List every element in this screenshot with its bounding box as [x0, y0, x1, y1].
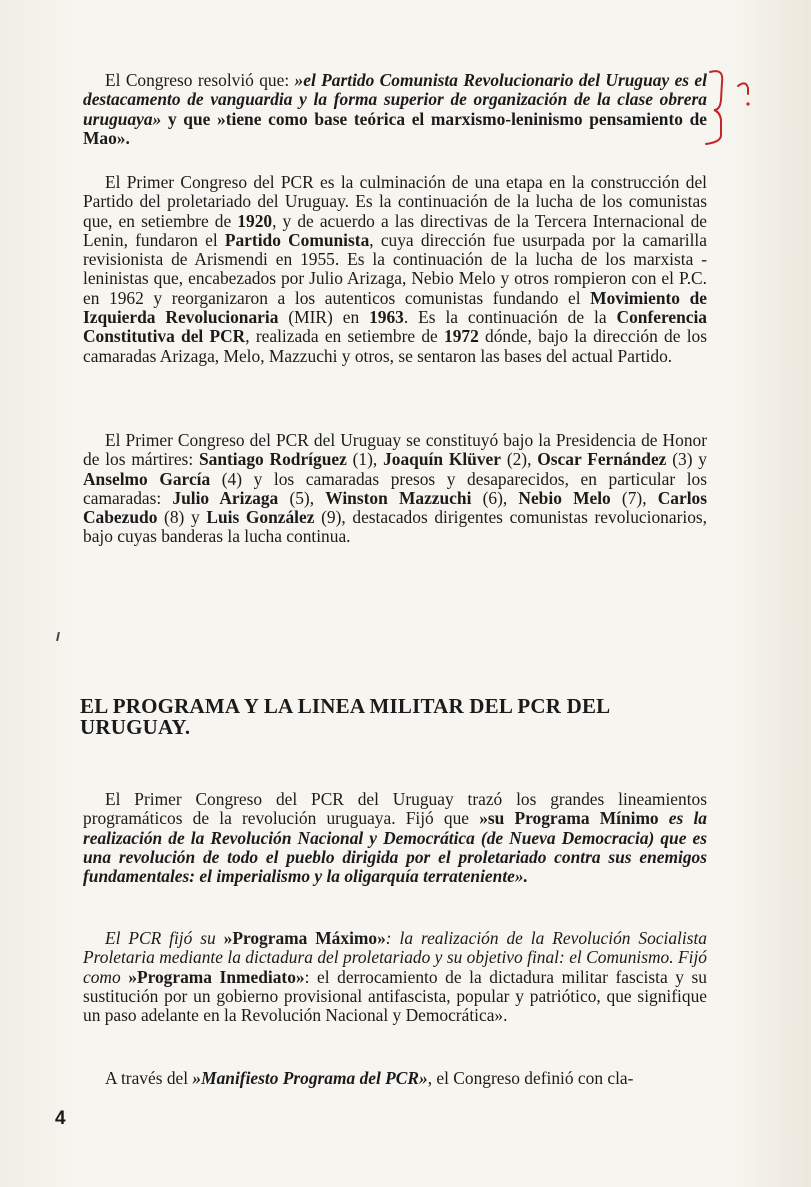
bold-span: Santiago Rodríguez: [198, 449, 347, 470]
text-span: (7),: [610, 487, 658, 508]
bold-span: y que »tiene como base teórica el marxismo-leninismo pensamiento de Mao».: [83, 108, 707, 148]
text-span: , el Congreso definió con cla-: [427, 1068, 634, 1088]
bold-span: Joaquín Klüver: [383, 449, 501, 470]
text-span: El Primer Congreso del PCR del Uruguay se constituyó bajo la Presidencia de Honor de los mártires:: [83, 430, 707, 470]
text-span: dónde, bajo la dirección de los camaradas Arizaga, Melo, Mazzuchi y otros, se sentaron las bases del actual Partido.: [83, 326, 707, 366]
bold-span: Conferencia Constitutiva del PCR: [83, 307, 707, 347]
quote-span: »Manifiesto Programa del PCR»: [192, 1068, 428, 1088]
bold-span: »Programa Inmediato»: [128, 966, 305, 987]
bold-span: Luis González: [206, 507, 315, 528]
bold-span: Movimiento de Izquierda Revolucionaria: [83, 287, 707, 328]
bold-span: Nebio Melo: [518, 487, 611, 508]
quote-span: »el Partido Comunista Revolucionario del Uruguay es el destacamento de vanguardia y la forma superior de organización de la clase obrera uruguaya»: [83, 70, 707, 129]
bold-span: Oscar Fernández: [537, 449, 667, 470]
text-span: (8) y: [157, 507, 207, 528]
paragraph-congress-resolution: [83, 71, 707, 148]
text-span: , cuya dirección fue usurpada por la camarilla revisionista de Arismendi en 1955. Es la continuación de la lucha de los marxista - leninistas que, encabezados por Julio Arizaga, Nebio Melo y otros rompieron con el P.C. en 1962 y reorganizaron a los autenticos comunistas fundando el: [83, 229, 707, 308]
paragraph-program-maximum: [83, 929, 707, 1025]
text-span: (2),: [501, 449, 538, 470]
quote-span: es la realización de la Revolución Nacional y Democrática (de Nueva Democracia) que es una revolución de todo el pueblo dirigida por el proletariado contra sus enemigos fundamentales: el imperialismo y la oligarquía terrateniente».: [83, 808, 707, 887]
text-span: , realizada en setiembre de: [245, 326, 444, 347]
text-span: (1),: [346, 449, 384, 470]
bold-span: »su Programa Mínimo: [479, 808, 659, 829]
text-span: El Congreso resolvió que:: [105, 70, 295, 90]
text-span: El Primer Congreso del PCR es la culminación de una etapa en la construcción del Partido del proletariado del Uruguay. Es la continuación de la lucha de los comunistas que, en setiembre de: [83, 172, 707, 231]
paragraph-honorary-presidency: [83, 431, 707, 547]
italic-span: : la realización de la Revolución Socialista Proletaria mediante la dictadura del proletariado y su objetivo final: el Comunismo. Fijó como: [83, 928, 707, 987]
bold-span: Julio Arizaga: [172, 487, 279, 508]
text-span: . Es la continuación de la: [403, 307, 617, 328]
text-span: (MIR) en: [278, 307, 370, 328]
text-span: (5),: [278, 487, 326, 508]
red-bracket-annotation-icon: [700, 60, 760, 150]
paragraph-party-history: [83, 173, 707, 366]
bold-span: 1963: [369, 307, 404, 328]
text-span: El Primer Congreso del PCR del Uruguay trazó los grandes lineamientos programáticos de la revolución uruguaya. Fijó que: [83, 789, 707, 829]
text-span: , y de acuerdo a las directivas de la Tercera Internacional de Lenin, fundaron el: [83, 210, 707, 250]
bold-span: »Programa Máximo»: [223, 928, 386, 948]
paragraph-program-minimum: [83, 790, 707, 886]
text-span: A través del: [105, 1068, 193, 1088]
text-span: : el derrocamiento de la dictadura militar fascista y su sustitución por un gobierno provisional antifascista, popular y patriótico, que signifique un paso adelante en la Revolución Nacional y Democrática».: [83, 966, 707, 1026]
stray-mark: [56, 632, 60, 641]
section-heading: EL PROGRAMA Y LA LINEA MILITAR DEL PCR DEL URUGUAY.: [80, 694, 610, 739]
bold-span: Carlos Cabezudo: [83, 487, 708, 528]
page-number: 4: [55, 1108, 66, 1129]
italic-span: El PCR fijó su: [105, 928, 224, 948]
text-span: (4) y los camaradas presos y desaparecidos, en particular los camaradas:: [83, 468, 707, 508]
text-span: (3) y: [666, 449, 708, 470]
bold-span: 1972: [444, 326, 479, 347]
text-span: (6),: [471, 487, 519, 508]
bold-span: Anselmo García: [83, 468, 211, 489]
bold-span: Winston Mazzuchi: [325, 487, 472, 508]
paragraph-manifesto: [83, 1069, 707, 1088]
text-span: (9), destacados dirigentes comunistas revolucionarios, bajo cuyas banderas la lucha continua.: [83, 507, 708, 547]
bold-span: 1920: [237, 210, 273, 231]
bold-span: Partido Comunista: [224, 229, 370, 250]
